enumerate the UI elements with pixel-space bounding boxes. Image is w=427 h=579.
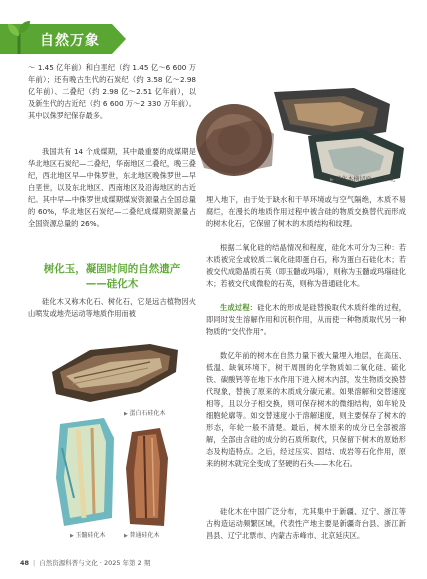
caption-cross-section: ▶ 硅化木横切面——年轮 — [330, 174, 395, 183]
heading-line-2: ——硅化木 — [85, 278, 139, 290]
caption-opal-wood: ▶ 蛋白石硅化木 — [124, 408, 165, 417]
ordinary-wood-photo — [124, 428, 170, 528]
journal-name: 自然资源科普与文化 · 2025 年第 2 期 — [39, 559, 151, 567]
right-paragraph-4: 硅化木在中国广泛分布，尤其集中于新疆、辽宁、浙江等古构造运动频繁区域，代表性产地主要是新疆奇台县、浙江新昌县、辽宁北票市、内蒙古赤峰市、北京延庆区。 — [206, 507, 406, 540]
heading-line-1: 树化玉，凝固时间的自然遗产 — [43, 263, 181, 275]
sprout-logo-icon — [6, 20, 32, 54]
page-footer: 48 | 自然资源科普与文化 · 2025 年第 2 期 — [20, 559, 151, 567]
right-paragraph-2: 根据二氧化硅的结晶情况和程度，硅化木可分为三种：若木质被完全或较质二氧化硅即蛋白石，称为蛋白石硅化木；若被交代成隐晶质石英（即玉髓或玛瑙），则称为玉髓或玛瑙硅化木；若被交代成微粒的石英，则称为普通硅化木。 — [206, 243, 406, 288]
formation-label: 生成过程： — [220, 303, 258, 312]
left-paragraph-2: 我国共有 14 个成煤期，其中最重要的成煤期是华北地区石炭纪—二叠纪，华南地区二叠纪，晚三叠纪，西北地区早—中侏罗世，东北地区晚侏罗世—早白垩世，以及东北地区、西南地区及沿海地区的古近纪。其中早—中侏罗世成煤期煤炭资源量占全国总量的 60%，华北地区石炭纪—二叠纪成煤期资源量占全国资源总量的 26%。 — [28, 147, 196, 228]
formation-text: 硅化木的形成是硅替换取代木质纤维的过程，即同时发生溶解作用和沉积作用，从而使一种物质取代另一种物质的“交代作用”。 — [206, 303, 406, 336]
cross-section-photo — [194, 70, 410, 190]
right-formation-paragraph — [206, 302, 406, 338]
left-paragraph-1: ～ 1.45 亿年前）和白垩纪（约 1.45 亿～6 600 万年前）；还有晚古生代的石炭纪（约 3.58 亿～2.98 亿年前）、二叠纪（约 2.98 亿～2.51 亿年前），以及新生代的古近纪（约 6 600 万～2 330 万年前）。其中以侏罗纪保存最多。 — [28, 63, 196, 120]
right-paragraph-1: 埋入地下，由于处于缺水和干旱环境或与空气隔绝，木质不易腐烂，在漫长的地质作用过程中被含硅的物质交换替代而形成的树木化石，它保留了树木的木质结构和纹理。 — [206, 195, 406, 228]
page-number: 48 — [20, 559, 30, 567]
caption-chalcedony-wood: ▶ 玉髓硅化木 — [70, 530, 105, 539]
caption-ordinary-wood: ▶ 普通硅化木 — [124, 530, 159, 539]
opal-wood-photo — [50, 342, 180, 404]
left-paragraph-3: 硅化木又称木化石、树化石，它是远古植物因火山喷发或地壳运动等地质作用而被 — [28, 297, 196, 318]
section-title: 自然万象 — [40, 33, 100, 49]
right-paragraph-3: 数亿年前的树木在自然力量下被大量埋入地层，在高压、低温、缺氧环境下，树干周围的化学物质如二氧化硅、硫化铁、碳酸钙等在地下水作用下进入树木内部，发生物质交换替代现象，替换了原来的木质成分碳元素。如果溶解和交替速度相等，且以分子相交换，则可保存树木的微细结构，如年轮及细胞轮廓等。如交替速度小于溶解速度，则主要保存了树木的形态，年轮一般不清楚。最后，树木原来的成分已全部被溶解，全部由含硅的成分的石质所取代，只保留下树木的原始形态及构造特点。之后，经过压实、固结、成岩等石化作用，原来的树木就完全变成了坚硬的石头——木化石。 — [206, 351, 406, 468]
article-heading — [28, 262, 196, 292]
chalcedony-wood-photo — [54, 418, 118, 526]
